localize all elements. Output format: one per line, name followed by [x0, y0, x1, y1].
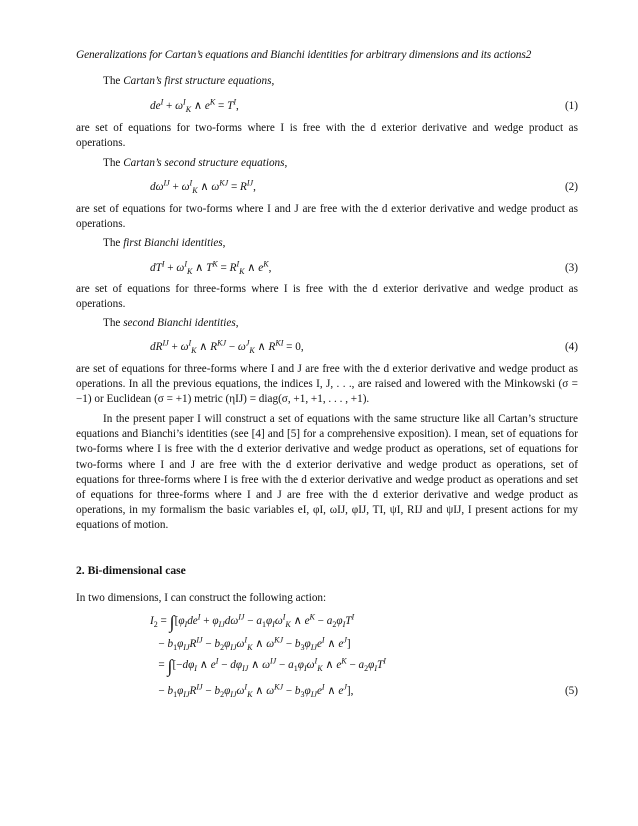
- term-first-bianchi: first Bianchi identities: [123, 237, 223, 249]
- equation-1-number: (1): [564, 100, 578, 112]
- term-second-bianchi: second Bianchi identities: [123, 317, 236, 329]
- equation-5-line-2: − $b_1\varphi_{IJ}R^{IJ} - b_2\varphi_{IJ}\omega^I_K$ ∧ $\omega^{KJ} - b_3\varphi_{IJ}e^I$ ∧ $e^J$]: [150, 635, 351, 653]
- equation-2: [150, 180, 578, 195]
- equation-1: [150, 99, 578, 114]
- equation-3-number: (3): [564, 262, 578, 274]
- term-second-structure: Cartan’s second structure equations: [123, 157, 285, 169]
- equation-2-expression: $d\omega^{IJ} + \omega^I_K$ ∧ $\omega^{KJ} = R^{IJ}$,: [150, 178, 256, 196]
- paragraph-4: are set of equations for three-forms where I and J are free with the d exterior derivative and wedge product as operations. In all the previous equations, the indices I, J, . . ., are raised and lowered with the Minkowski (σ = −1) or Euclidean (σ = +1) metric (ηIJ) = diag(σ, +1, +1, . . . , +1).: [76, 363, 578, 406]
- paragraph-5: In the present paper I will construct a set of equations with the same structure like all Cartan’s structure equations and Bianchi’s identities (see [4] and [5] for a comprehensive exposition). I mean, set of equations for two-forms where I is free with the d exterior derivative and wedge product as operations, set of equations for two-forms where I and J are free with the d exterior derivative and wedge product as operations, set of equations for three-forms where I is free with the d exterior derivative and wedge product as operations and set of equations for three-forms where I and J are free with the d exterior derivative and wedge product as operations, in my formalism the basic variables eI, φI, ωIJ, φIJ, TI, ψI, RIJ and ψIJ, I present actions for my equations of motion.: [76, 413, 578, 532]
- equation-5-number: (5): [564, 685, 578, 697]
- equation-3-expression: $dT^I + \omega^I_K$ ∧ $T^K = R^I_K$ ∧ $e^K$,: [150, 259, 272, 277]
- intro-second-structure: The Cartan’s second structure equations,: [103, 157, 288, 169]
- paragraph-1: are set of equations for two-forms where I is free with the d exterior derivative and wedge product as operations.: [76, 122, 578, 150]
- page-number: 2: [525, 49, 532, 61]
- term-first-structure: Cartan’s first structure equations: [123, 75, 272, 87]
- equation-4-number: (4): [564, 341, 578, 353]
- paragraph-6: In two dimensions, I can construct the following action:: [76, 592, 327, 604]
- running-title: Generalizations for Cartan’s equations and Bianchi identities for arbitrary dimensions and its actions: [76, 49, 526, 61]
- equation-4: [150, 340, 578, 355]
- intro-second-bianchi: The second Bianchi identities,: [103, 317, 239, 329]
- equation-5-line-1: $I_2 = \int[\varphi_Ide^I + \varphi_{IJ}d\omega^{IJ} - a_1\varphi_I\omega^I_K$ ∧ $e^K - a_2\varphi_IT^I$: [150, 612, 355, 632]
- equation-4-expression: $dR^{IJ} + \omega^I_K$ ∧ $R^{KJ} - \omega^J_K$ ∧ $R^{KI} = 0$,: [150, 338, 304, 356]
- equation-5-line-4: − $b_1\varphi_{IJ}R^{IJ} - b_2\varphi_{IJ}\omega^I_K$ ∧ $\omega^{KJ} - b_3\varphi_{IJ}e^I$ ∧ $e^J$], (5): [150, 682, 578, 700]
- paragraph-2: are set of equations for two-forms where I and J are free with the d exterior derivative and wedge product as operations.: [76, 203, 578, 231]
- intro-first-structure: The Cartan’s first structure equations,: [103, 75, 275, 87]
- intro-first-bianchi: The first Bianchi identities,: [103, 237, 226, 249]
- equation-2-number: (2): [564, 181, 578, 193]
- equation-1-expression: $de^I + \omega^I_K$ ∧ $e^K = T^I$,: [150, 97, 239, 115]
- equation-3: [150, 261, 578, 276]
- section-heading: 2. Bi-dimensional case: [76, 564, 186, 577]
- equation-5-line-3: = $\int[-d\varphi_I$ ∧ $e^I - d\varphi_{IJ}$ ∧ $\omega^{IJ} - a_1\varphi_I\omega^I_K$ ∧ $e^K - a_2\varphi_IT^I$: [150, 656, 386, 676]
- paragraph-3: are set of equations for three-forms where I is free with the d exterior derivative and wedge product as operations.: [76, 283, 578, 311]
- running-header: [76, 48, 596, 63]
